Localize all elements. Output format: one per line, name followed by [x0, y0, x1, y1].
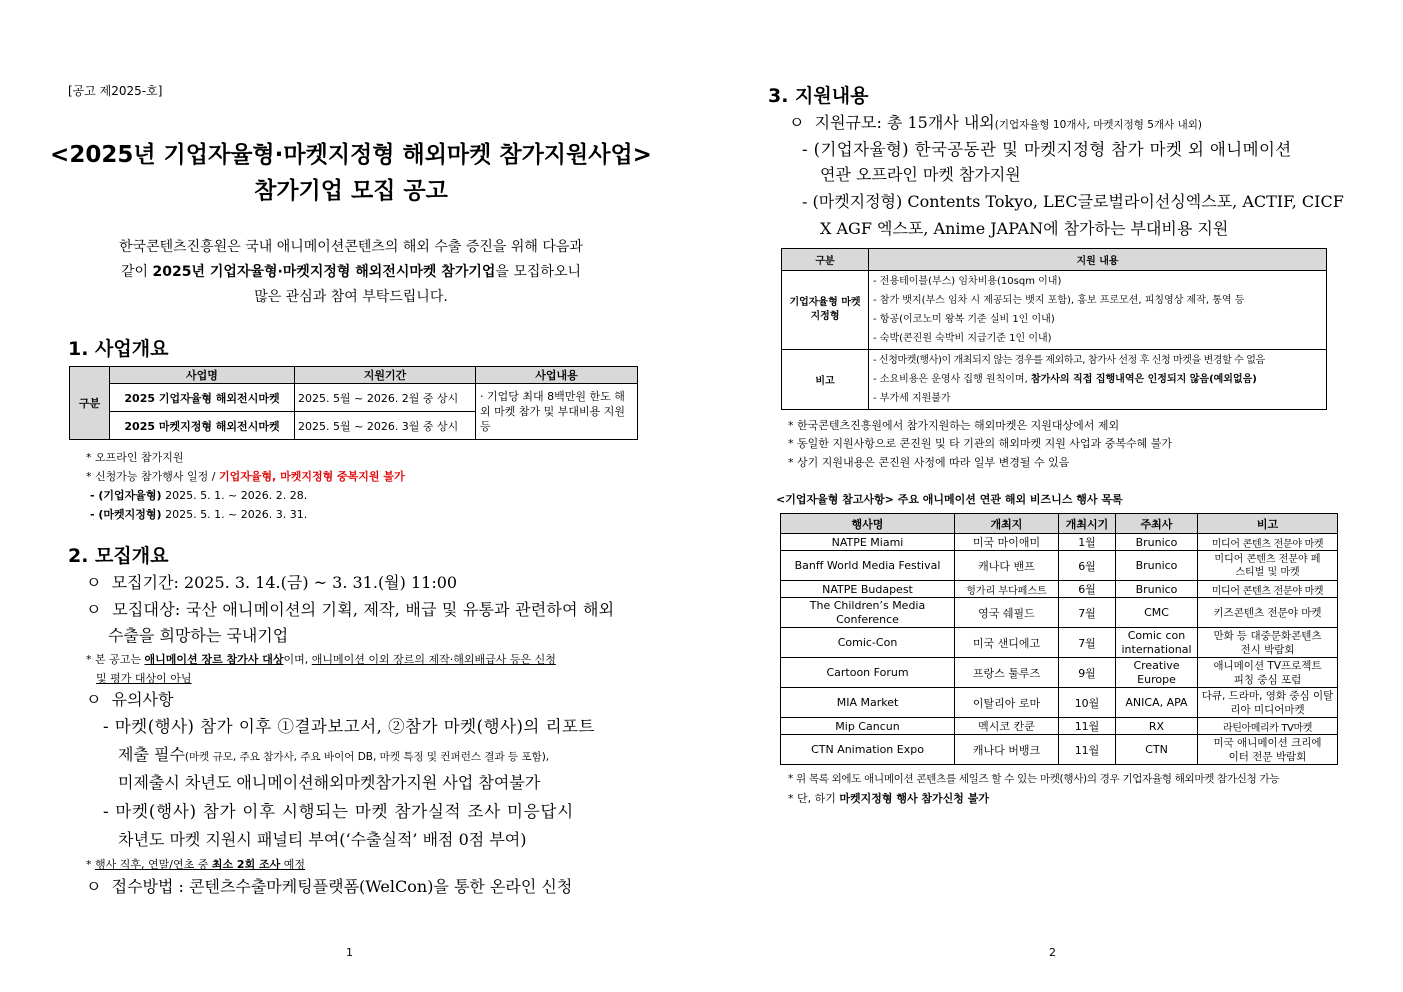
item2-line1: - (마켓지정형) Contents Tokyo, LEC글로벌라이선싱엑스포, ACTIF, CICF — [802, 192, 1344, 211]
event-month: 11월 — [1059, 718, 1116, 735]
page-number-2: 2 — [1049, 946, 1056, 959]
overview-note-3 — [90, 487, 307, 503]
note-text: * 단, 하기 — [788, 792, 840, 805]
table-row — [781, 534, 1338, 551]
scale-text: 지원규모: 총 15개사 내외 — [814, 113, 995, 132]
support-note-3: * 상기 지원내용은 콘진원 사정에 따라 일부 변경될 수 있음 — [788, 456, 1070, 469]
note-text: * 본 공고는 — [86, 653, 145, 666]
item1-line1: - (기업자율형) 한국공동관 및 마켓지정형 참가 마켓 외 애니메이션 — [802, 140, 1292, 159]
table-row — [781, 688, 1338, 718]
table-row — [781, 581, 1338, 598]
event-name: Mip Cancun — [781, 718, 955, 735]
note-text: * 신청가능 참가행사 일정 / — [86, 470, 219, 483]
caution-bullet — [86, 687, 173, 710]
events-note-2 — [788, 790, 989, 806]
bullet-mark: ㅇ — [86, 600, 102, 619]
support-item: - 참가 뱃지(부스 임차 시 제공되는 뱃지 포함), 홍보 프로모션, 피칭영상 제작, 통역 등 — [873, 295, 1245, 306]
support-remark: - 신청마켓(행사)이 개최되지 않는 경우를 제외하고, 참가사 선정 후 신청 마켓을 변경할 수 없음 — [873, 355, 1265, 366]
events-header-month: 개최시기 — [1059, 514, 1116, 534]
period-bullet — [86, 570, 457, 593]
events-header-location: 개최지 — [955, 514, 1059, 534]
event-name: The Children’s Media Conference — [781, 598, 955, 628]
apply-bullet — [86, 874, 572, 897]
intro-line1: 한국콘텐츠진흥원은 국내 애니메이션콘텐츠의 해외 수출 증진을 위해 다음과 — [119, 239, 583, 255]
target-line2: 수출을 희망하는 국내기업 — [108, 626, 289, 645]
event-host: CMC — [1116, 598, 1198, 628]
event-remark: 미디어 콘텐츠 전문야 페스티벌 및 마켓 — [1198, 551, 1338, 581]
target-note — [86, 651, 556, 667]
item2-line2: X AGF 엑스포, Anime JAPAN에 참가하는 부대비용 지원 — [820, 219, 1229, 238]
event-month: 9월 — [1059, 658, 1116, 688]
period-text: 모집기간: 2025. 3. 14.(금) ~ 3. 31.(월) 11:00 — [111, 573, 458, 592]
scale-bullet — [789, 110, 1202, 133]
overview-note-4 — [90, 506, 307, 522]
intro-highlight: 2025년 기업자율형·마켓지정형 해외전시마켓 참가기업 — [152, 264, 496, 280]
support-row1-content — [869, 271, 1327, 350]
support-note-1: * 한국콘텐츠진흥원에서 참가지원하는 해외마켓은 지원대상에서 제외 — [788, 419, 1120, 432]
event-remark: 만화 등 대중문화콘텐츠 전시 박람회 — [1198, 628, 1338, 658]
overview-row-header: 구분 — [70, 367, 110, 440]
note-warning: 기업자율형, 마켓지정형 중복지원 불가 — [218, 470, 405, 483]
event-month: 6월 — [1059, 581, 1116, 598]
events-table-title: <기업자율형 참고사항> 주요 애니메이션 연관 해외 비즈니스 행사 목록 — [776, 493, 1123, 506]
event-month: 6월 — [1059, 551, 1116, 581]
target-bullet — [86, 597, 614, 620]
page-title-line2: 참가기업 모집 공고 — [254, 178, 448, 204]
note-underline: 애니메이션 이외 장르의 제작·해외배급사 등은 신청 — [311, 653, 556, 666]
event-month: 10월 — [1059, 688, 1116, 718]
overview-content-cell: · 기업당 최대 8백만원 한도 해외 마켓 참가 및 부대비용 지원 등 — [476, 384, 638, 440]
note-text: 2025. 5. 1. ~ 2026. 3. 31. — [161, 508, 308, 521]
support-row2-label: 비고 — [782, 350, 869, 410]
notice-number: [공고 제2025-호] — [68, 84, 163, 98]
events-header-name: 행사명 — [781, 514, 955, 534]
bullet-mark: ㅇ — [86, 877, 102, 896]
note-highlight: 최소 2회 조사 — [211, 858, 281, 871]
event-remark: 다큐, 드라마, 영화 중심 이탈리아 미디어마켓 — [1198, 688, 1338, 718]
caution2-line1: - 마켓(행사) 참가 이후 시행되는 마켓 참가실적 조사 미응답시 — [103, 802, 574, 821]
event-name: NATPE Budapest — [781, 581, 955, 598]
caution-text: 유의사항 — [111, 690, 174, 709]
bullet-mark: ㅇ — [86, 690, 102, 709]
event-remark: 애니메이션 TV프로젝트 피칭 중심 포럼 — [1198, 658, 1338, 688]
overview-period-cell: 2025. 5월 ~ 2026. 3월 중 상시 — [295, 412, 476, 440]
event-host: Brunico — [1116, 551, 1198, 581]
overview-name-cell: 2025 마켓지정형 해외전시마켓 — [110, 412, 295, 440]
events-note-1: * 위 목록 외에도 애니메이션 콘텐츠를 세일즈 할 수 있는 마켓(행사)의 경우 기업자율형 해외마켓 참가신청 가능 — [788, 773, 1280, 785]
caution1-line3: 미제출시 차년도 애니메이션해외마켓참가지원 사업 참여불가 — [118, 773, 541, 792]
note-text: 이며, — [283, 653, 312, 666]
bullet-mark: ㅇ — [86, 573, 102, 592]
event-host: ANICA, APA — [1116, 688, 1198, 718]
table-row — [781, 658, 1338, 688]
support-item: - 숙박(콘진원 숙박비 지급기준 1인 이내) — [873, 333, 1052, 344]
overview-period-cell: 2025. 5월 ~ 2026. 2월 중 상시 — [295, 384, 476, 412]
event-location: 캐나다 밴프 — [955, 551, 1059, 581]
note-text: * — [86, 858, 95, 871]
table-row — [781, 628, 1338, 658]
event-remark: 미디어 콘텐츠 전문야 마켓 — [1198, 534, 1338, 551]
support-item: - 전용테이블(부스) 임차비용(10sqm 이내) — [873, 276, 1062, 287]
event-name: Banff World Media Festival — [781, 551, 955, 581]
remark-highlight: 참가사의 직접 집행내역은 인정되지 않음(예외없음) — [1030, 374, 1257, 385]
event-remark: 라틴아메리카 TV마켓 — [1198, 718, 1338, 735]
remark-text: - 소요비용은 운영사 집행 원칙이며, — [873, 374, 1031, 385]
event-location: 캐나다 버뱅크 — [955, 735, 1059, 765]
events-header-host: 주최사 — [1116, 514, 1198, 534]
apply-text: 접수방법 : 콘텐츠수출마케팅플랫폼(WelCon)을 통한 온라인 신청 — [111, 877, 573, 896]
section-2-heading: 2. 모집개요 — [68, 545, 169, 567]
support-note-2: * 동일한 지원사항으로 콘진원 및 타 기관의 해외마켓 지원 사업과 중복수혜 불가 — [788, 437, 1172, 450]
note-label: - (마켓지정형) — [90, 508, 162, 521]
support-row1-label: 기업자율형 마켓지정형 — [782, 271, 869, 350]
event-host: Comic con international — [1116, 628, 1198, 658]
table-row — [781, 598, 1338, 628]
event-host: Creative Europe — [1116, 658, 1198, 688]
event-location: 멕시코 칸쿤 — [955, 718, 1059, 735]
support-remark: - 부가세 지원불가 — [873, 393, 951, 404]
note-underline: 예정 — [280, 858, 306, 871]
event-location: 미국 샌디에고 — [955, 628, 1059, 658]
event-name: CTN Animation Expo — [781, 735, 955, 765]
bullet-mark: ㅇ — [789, 113, 805, 132]
support-remark — [873, 370, 1322, 389]
event-host: RX — [1116, 718, 1198, 735]
table-row — [781, 735, 1338, 765]
event-month: 1월 — [1059, 534, 1116, 551]
overview-header-name: 사업명 — [110, 367, 295, 384]
support-item: - 항공(이코노미 왕복 기준 실비 1인 이내) — [873, 314, 1055, 325]
overview-header-period: 지원기간 — [295, 367, 476, 384]
event-location: 영국 쉐필드 — [955, 598, 1059, 628]
caution1-line1: - 마켓(행사) 참가 이후 ①결과보고서, ②참가 마켓(행사)의 리포트 — [103, 717, 595, 736]
support-header-content: 지원 내용 — [869, 249, 1327, 271]
overview-note-2 — [86, 468, 405, 484]
target-text: 모집대상: 국산 애니메이션의 기획, 제작, 배급 및 유통과 관련하여 해외 — [112, 600, 615, 619]
event-location: 헝가리 부다페스트 — [955, 581, 1059, 598]
event-name: Cartoon Forum — [781, 658, 955, 688]
event-location: 이탈리아 로마 — [955, 688, 1059, 718]
scale-detail: (기업자율형 10개사, 마켓지정형 5개사 내외) — [994, 119, 1202, 131]
caution-detail: (마켓 규모, 주요 참가사, 주요 바이어 DB, 마켓 특징 및 컨퍼런스 결과 등 포함), — [184, 751, 550, 763]
event-name: Comic-Con — [781, 628, 955, 658]
events-table — [780, 513, 1338, 765]
target-note-line2: 및 평가 대상이 아님 — [96, 672, 192, 685]
intro-text: 을 모집하오니 — [495, 264, 582, 280]
event-month: 7월 — [1059, 628, 1116, 658]
table-row — [781, 718, 1338, 735]
event-host: CTN — [1116, 735, 1198, 765]
intro-line2 — [0, 261, 702, 281]
section-1-heading: 1. 사업개요 — [68, 338, 169, 360]
overview-name-cell: 2025 기업자율형 해외전시마켓 — [110, 384, 295, 412]
event-location: 프랑스 툴루즈 — [955, 658, 1059, 688]
caution2-line2: 차년도 마켓 지원시 패널티 부여(‘수출실적’ 배점 0점 부여) — [118, 830, 527, 849]
table-row — [781, 551, 1338, 581]
page-title-line1: <2025년 기업자율형·마켓지정형 해외마켓 참가지원사업> — [50, 142, 652, 168]
event-name: MIA Market — [781, 688, 955, 718]
support-table — [781, 248, 1327, 410]
event-location: 미국 마이애미 — [955, 534, 1059, 551]
event-remark: 키즈콘텐츠 전문야 마켓 — [1198, 598, 1338, 628]
event-host: Brunico — [1116, 581, 1198, 598]
survey-note — [86, 856, 305, 872]
caution-text: 제출 필수 — [118, 745, 185, 764]
support-header-type: 구분 — [782, 249, 869, 271]
note-label: - (기업자율형) — [90, 489, 162, 502]
event-remark: 미디어 콘텐츠 전문야 마켓 — [1198, 581, 1338, 598]
intro-text: 같이 — [120, 264, 153, 280]
event-month: 7월 — [1059, 598, 1116, 628]
page-number-1: 1 — [346, 946, 353, 959]
item1-line2: 연관 오프라인 마켓 참가지원 — [820, 165, 1021, 184]
overview-note-1: * 오프라인 참가지원 — [86, 451, 184, 464]
event-host: Brunico — [1116, 534, 1198, 551]
overview-table — [69, 366, 638, 440]
support-row2-content — [869, 350, 1327, 410]
events-header-remark: 비고 — [1198, 514, 1338, 534]
note-text: 2025. 5. 1. ~ 2026. 2. 28. — [161, 489, 308, 502]
overview-header-content: 사업내용 — [476, 367, 638, 384]
caution1-line2 — [118, 742, 549, 765]
intro-line3: 많은 관심과 참여 부탁드립니다. — [254, 289, 448, 305]
section-3-heading: 3. 지원내용 — [768, 85, 869, 107]
note-highlight: 애니메이션 장르 참가사 대상 — [144, 653, 284, 666]
note-underline: 행사 직후, 연말/연초 중 — [95, 858, 212, 871]
event-remark: 미국 애니메이션 크리에이터 전문 박람회 — [1198, 735, 1338, 765]
event-name: NATPE Miami — [781, 534, 955, 551]
event-month: 11월 — [1059, 735, 1116, 765]
note-highlight: 마켓지정형 행사 참가신청 불가 — [839, 792, 990, 805]
